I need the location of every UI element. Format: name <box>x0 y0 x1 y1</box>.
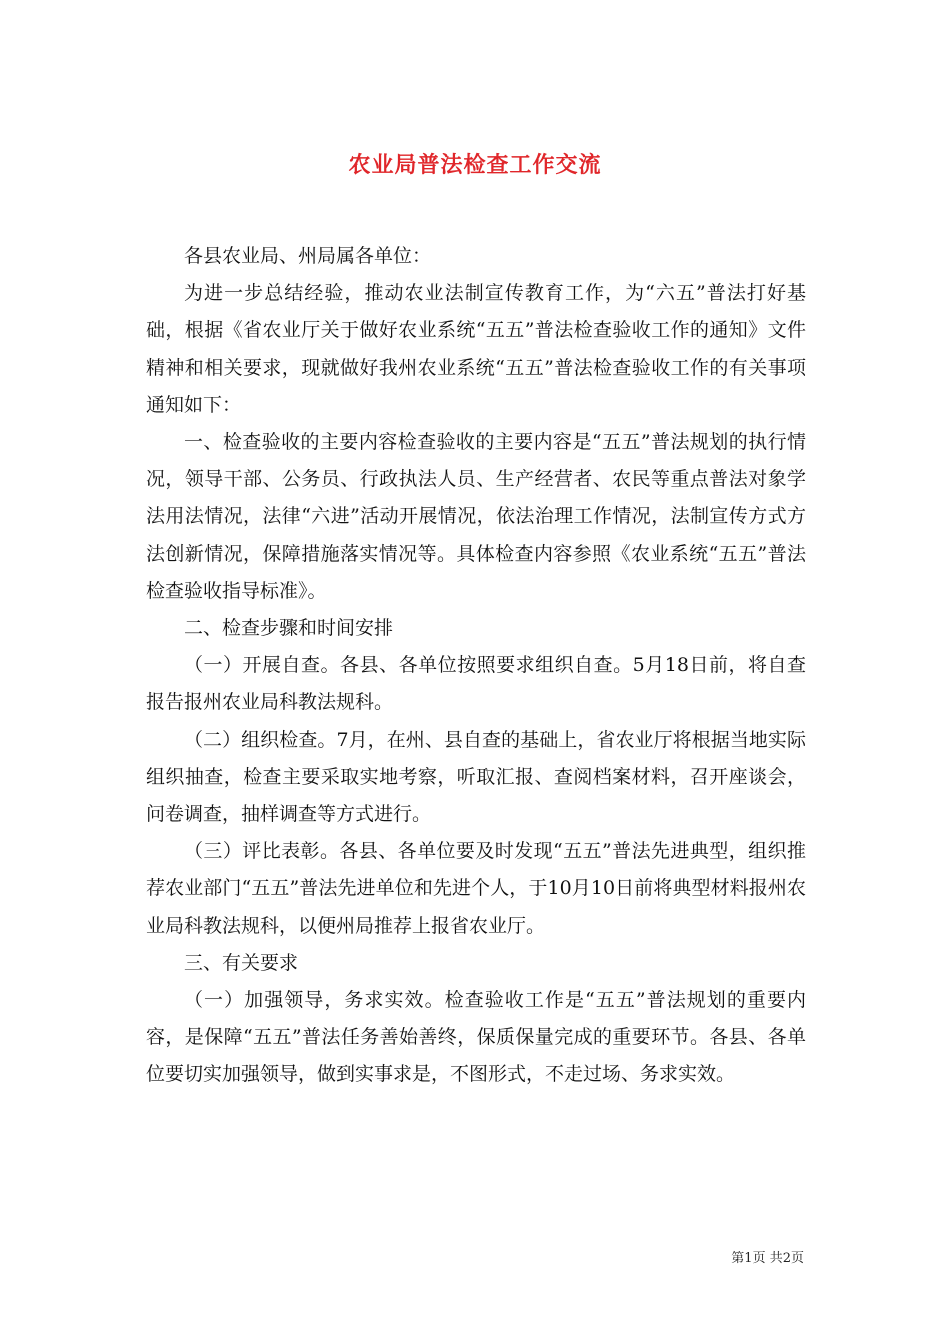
section-1-paragraph: 一、检查验收的主要内容检查验收的主要内容是“五五”普法规划的执行情况，领导干部、公务员、行政执法人员、生产经营者、农民等重点普法对象学法用法情况，法律“六进”活动开展情况，依法治理工作情况，法制宣传方式方法创新情况，保障措施落实情况等。具体检查内容参照《农业系统“五五”普法检查验收指导标准》。 <box>146 431 806 602</box>
document-body <box>146 238 806 1094</box>
intro-paragraph: 为进一步总结经验，推动农业法制宣传教育工作，为“六五”普法打好基础，根据《省农业厅关于做好农业系统“五五”普法检查验收工作的通知》文件精神和相关要求，现就做好我州农业系统“五五”普法检查验收工作的有关事项通知如下： <box>146 282 806 416</box>
section-3-item-1: （一）加强领导，务求实效。检查验收工作是“五五”普法规划的重要内容，是保障“五五”普法任务善始善终，保质保量完成的重要环节。各县、各单位要切实加强领导，做到实事求是，不图形式，不走过场、务求实效。 <box>146 989 806 1086</box>
page-number-footer <box>731 1250 804 1268</box>
page-current: 1 <box>744 1251 753 1266</box>
page-total: 2 <box>782 1251 791 1266</box>
page-label-mid: 页 共 <box>752 1251 783 1266</box>
page-label-prefix: 第 <box>731 1251 745 1266</box>
section-2-heading: 二、检查步骤和时间安排 <box>184 617 394 640</box>
section-3-heading: 三、有关要求 <box>184 951 299 974</box>
document-title: 农业局普法检查工作交流 <box>348 151 602 178</box>
section-2-item-1: （一）开展自查。各县、各单位按照要求组织自查。5月18日前，将自查报告报州农业局科教法规科。 <box>146 654 806 714</box>
salutation-paragraph: 各县农业局、州局属各单位： <box>184 245 432 267</box>
section-2-item-2: （二）组织检查。7月，在州、县自查的基础上，省农业厅将根据当地实际组织抽查，检查主要采取实地考察，听取汇报、查阅档案材料，召开座谈会，问卷调查，抽样调查等方式进行。 <box>146 728 806 826</box>
section-2-item-3: （三）评比表彰。各县、各单位要及时发现“五五”普法先进典型，组织推荐农业部门“五五”普法先进单位和先进个人，于10月10日前将典型材料报州农业局科教法规科，以便州局推荐上报省农业厅。 <box>146 840 806 937</box>
page-label-suffix: 页 <box>790 1251 804 1266</box>
